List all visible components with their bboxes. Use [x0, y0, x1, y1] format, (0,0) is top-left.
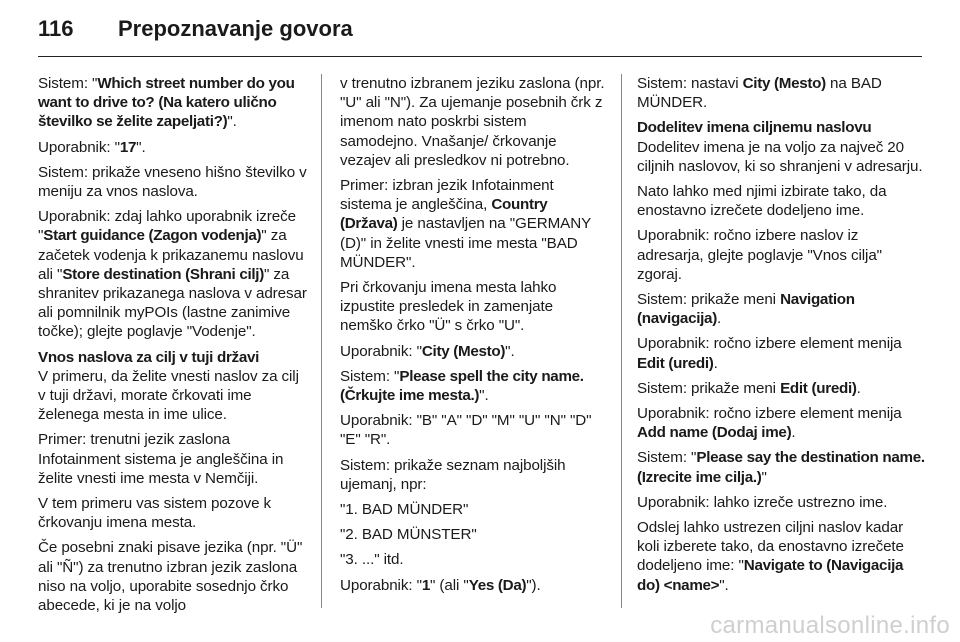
section-heading: Vnos naslova za cilj v tuji državi	[38, 348, 260, 366]
list-item: "2. BAD MÜNSTER"	[340, 526, 477, 544]
paragraph: Uporabnik: "1" (ali "Yes (Da)").	[340, 576, 541, 594]
column-divider	[621, 74, 622, 608]
text-column-2	[340, 74, 608, 595]
text-column-1	[38, 74, 308, 615]
list-item: "1. BAD MÜNDER"	[340, 501, 469, 519]
section-heading: Dodelitev imena ciljnemu naslovu	[637, 119, 872, 137]
chapter-title: Prepoznavanje govora	[118, 16, 353, 41]
text-column-3	[637, 74, 925, 595]
paragraph: Uporabnik: ročno izbere element menija Add name (Dodaj ime).	[637, 405, 902, 442]
list-item: "3. ..." itd.	[340, 551, 404, 569]
paragraph: Uporabnik: "City (Mesto)".	[340, 342, 515, 360]
paragraph: Sistem: "Which street number do you want to drive to? (Na katero ulično številko se želite zapeljati?)".	[38, 75, 295, 131]
paragraph: Uporabnik: "17".	[38, 138, 146, 156]
paragraph: Če posebni znaki pisave jezika (npr. "Ü" ali "Ñ") za trenutno izbran jezik zaslona niso na voljo, uporabite sosednjo črko abecede, ki je na voljo	[38, 539, 303, 615]
paragraph: Primer: izbran jezik Infotainment sistema je angleščina, Country (Država) je nastavljen na "GERMANY (D)" in želite vnesti ime mesta "BAD MÜNDER".	[340, 177, 591, 271]
paragraph: Sistem: prikaže seznam najboljših ujemanj, npr:	[340, 456, 566, 493]
paragraph: Sistem: prikaže meni Navigation (navigacija).	[637, 291, 855, 328]
paragraph: Sistem: "Please spell the city name. (Črkujte ime mesta.)".	[340, 367, 584, 405]
paragraph: Dodelitev imena je na voljo za največ 20 ciljnih naslovov, ki so shranjeni v adresarju.	[637, 138, 923, 175]
page-number: 116	[38, 16, 74, 41]
paragraph: Uporabnik: lahko izreče ustrezno ime.	[637, 493, 888, 511]
paragraph: Sistem: prikaže vneseno hišno številko v meniju za vnos naslova.	[38, 163, 307, 201]
paragraph: Uporabnik: zdaj lahko uporabnik izreče "Start guidance (Zagon vodenja)" za začetek vodenja k prikazanemu naslovu ali "Store destination (Shrani cilj)" za shranitev prikazanega naslova v adresar ali pomnilnik myPOIs (lastne zanimive točke); glejte poglavje "Vodenje".	[38, 208, 307, 341]
paragraph: v trenutno izbranem jeziku zaslona (npr. "U" ali "N"). Za ujemanje posebnih črk z imenom nato poskrbi sistem samodejno. Vnašanje/ črkovanje vezajev ali presledkov ni potrebno.	[340, 75, 605, 169]
paragraph: Sistem: "Please say the destination name. (Izrecite ime cilja.)"	[637, 449, 925, 486]
paragraph: Uporabnik: ročno izbere naslov iz adresarja, glejte poglavje "Vnos cilja" zgoraj.	[637, 227, 882, 283]
paragraph: Sistem: prikaže meni Edit (uredi).	[637, 379, 861, 397]
paragraph: Nato lahko med njimi izbirate tako, da enostavno izrečete dodeljeno ime.	[637, 183, 887, 220]
page-header	[38, 14, 922, 57]
column-divider	[321, 74, 322, 608]
paragraph: Pri črkovanju imena mesta lahko izpustite presledek in zamenjate nemško črko "Ü" s črko "U".	[340, 279, 557, 335]
paragraph: Odslej lahko ustrezen ciljni naslov kadar koli izberete tako, da enostavno izrečete dodeljeno ime: "Navigate to (Navigacija do) <name>".	[637, 519, 904, 594]
paragraph: Uporabnik: "B" "A" "D" "M" "U" "N" "D" "E" "R".	[340, 412, 592, 449]
paragraph: V primeru, da želite vnesti naslov za cilj v tuji državi, morate črkovati ime želenega mesta in ime ulice.	[38, 367, 299, 424]
paragraph: Sistem: nastavi City (Mesto) na BAD MÜNDER.	[637, 75, 882, 112]
paragraph: Uporabnik: ročno izbere element menija Edit (uredi).	[637, 335, 902, 372]
paragraph: V tem primeru vas sistem pozove k črkovanju imena mesta.	[38, 495, 272, 532]
paragraph: Primer: trenutni jezik zaslona Infotainment sistema je angleščina in želite vnesti ime mesta v Nemčiji.	[38, 431, 284, 487]
watermark: carmanualsonline.info	[710, 612, 950, 639]
